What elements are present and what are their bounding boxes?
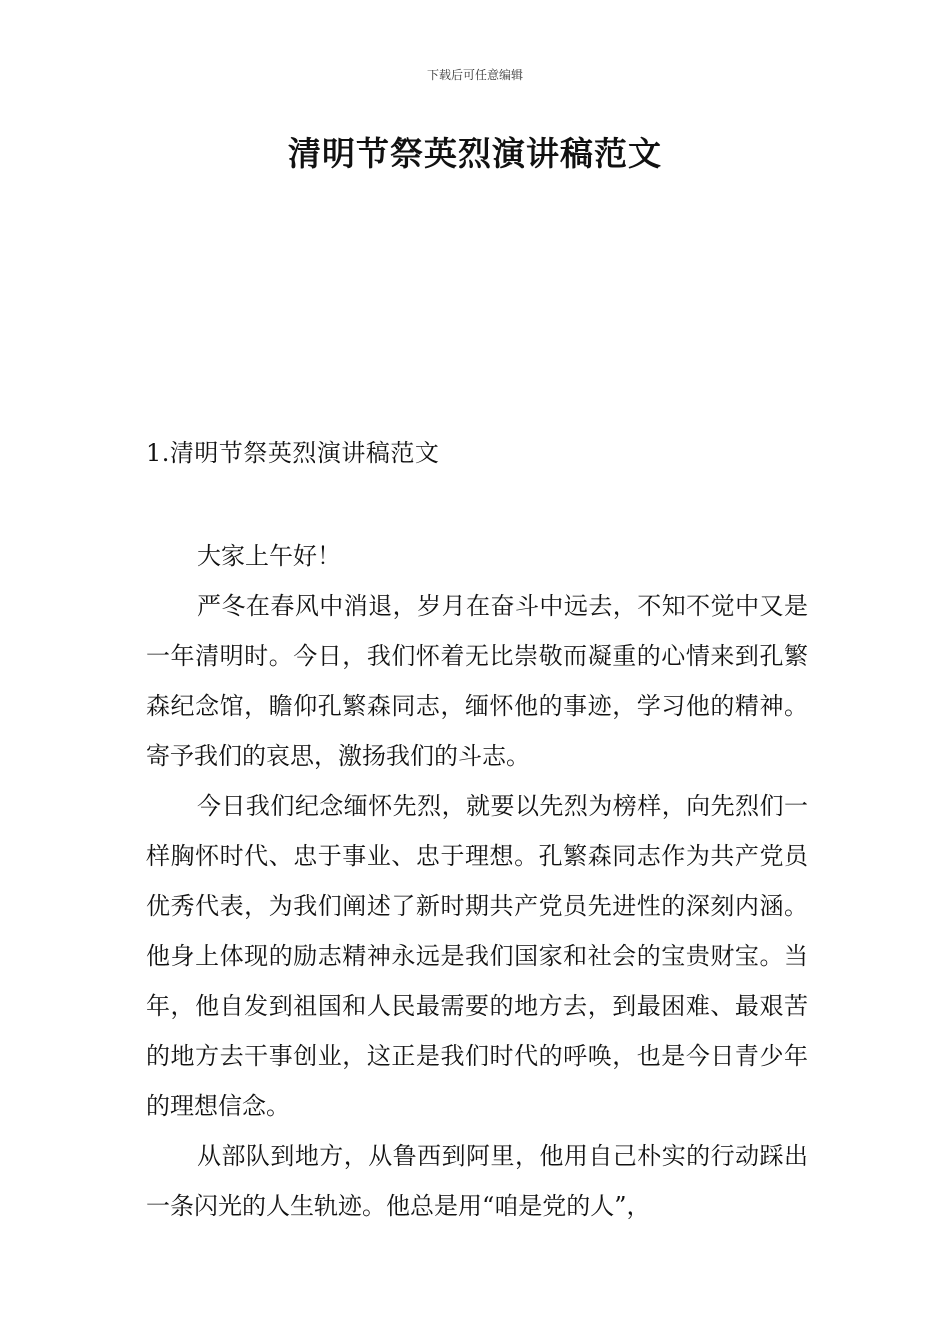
section-heading: 1.清明节祭英烈演讲稿范文 (146, 439, 440, 467)
document-title: 清明节祭英烈演讲稿范文 (288, 134, 662, 173)
page-header-note: 下载后可任意编辑 (426, 68, 523, 82)
body-paragraph: 从部队到地方，从鲁西到阿里，他用自己朴实的行动踩出一条闪光的人生轨迹。他总是用“咱是党的人”， (146, 1142, 808, 1220)
body-paragraph: 今日我们纪念缅怀先烈，就要以先烈为榜样，向先烈们一样胸怀时代、忠于事业、忠于理想。孔繁森同志作为共产党员优秀代表，为我们阐述了新时期共产党员先进性的深刻内涵。他身上体现的励志精神永远是我们国家和社会的宝贵财宝。当年，他自发到祖国和人民最需要的地方去，到最困难、最艰苦的地方去干事创业，这正是我们时代的呼唤，也是今日青少年的理想信念。 (146, 792, 808, 1120)
body-paragraph: 严冬在春风中消退，岁月在奋斗中远去，不知不觉中又是一年清明时。今日，我们怀着无比崇敬而凝重的心情来到孔繁森纪念馆，瞻仰孔繁森同志，缅怀他的事迹，学习他的精神。寄予我们的哀思，激扬我们的斗志。 (146, 592, 808, 770)
document-body (146, 531, 808, 1231)
greeting-paragraph: 大家上午好！ (197, 542, 341, 570)
